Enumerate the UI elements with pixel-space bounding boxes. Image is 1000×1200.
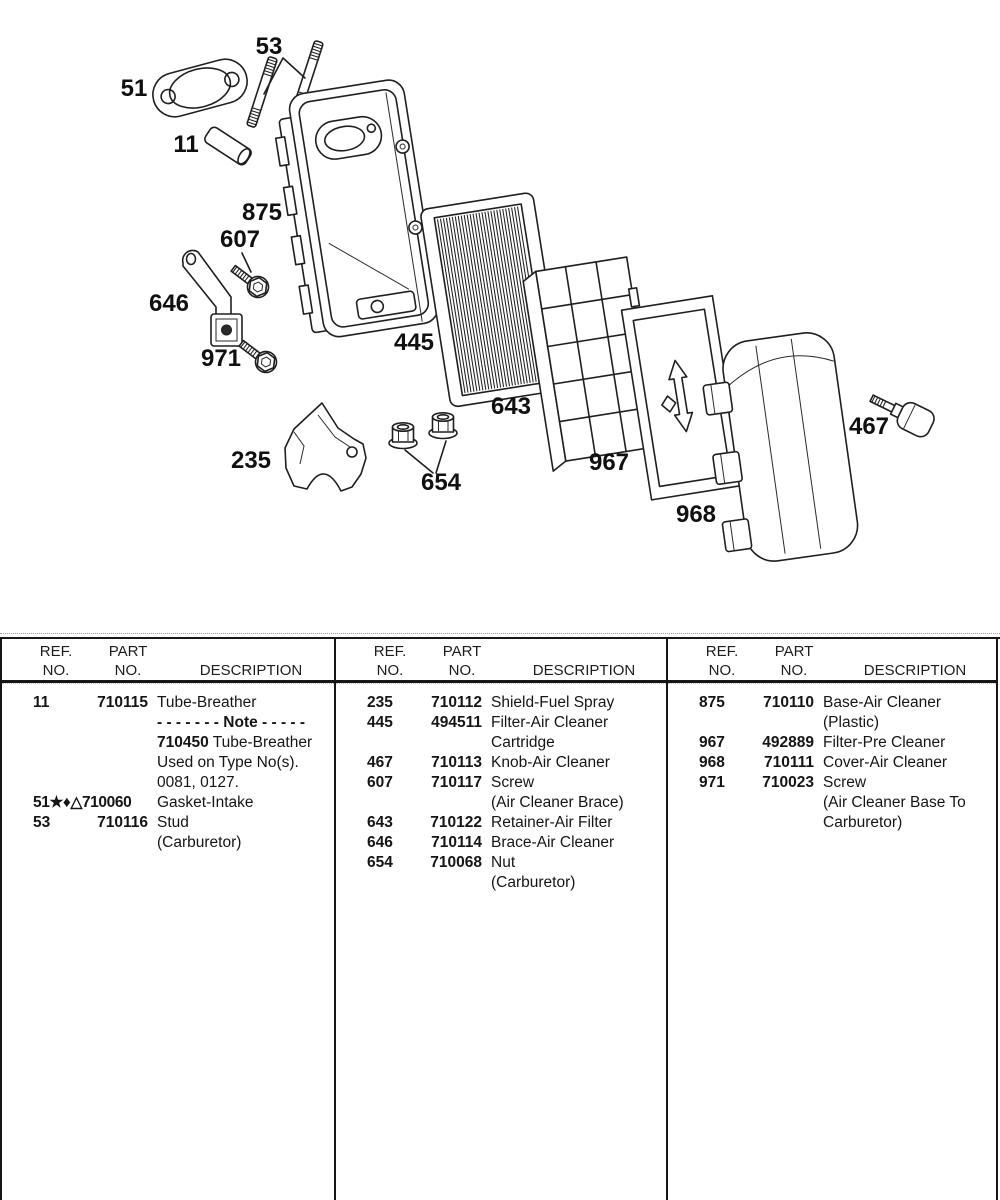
part-label-967: 967 <box>588 449 630 476</box>
header-description: DESCRIPTION <box>532 662 636 679</box>
table-row <box>336 773 666 793</box>
description-cell: Stud <box>157 814 189 831</box>
part-label-646: 646 <box>148 290 190 317</box>
table-row <box>2 833 334 853</box>
description-cell: Base-Air Cleaner <box>823 694 942 711</box>
ref-cell <box>2 733 66 753</box>
description-cell: (Plastic) <box>823 714 879 731</box>
table-row <box>2 693 334 713</box>
table-row <box>336 813 666 833</box>
part-cell: 710110 <box>763 694 814 711</box>
header-part-no: PART NO. <box>442 643 482 679</box>
table-header <box>2 639 334 683</box>
ref-cell: 968 <box>699 754 725 771</box>
table-header <box>668 639 996 683</box>
table-row <box>336 793 666 813</box>
ref-cell: 967 <box>699 734 725 751</box>
ref-cell <box>336 733 400 753</box>
table-column-3 <box>668 639 998 1200</box>
ref-cell <box>2 753 66 773</box>
description-cell: Carburetor) <box>823 814 903 831</box>
description-cell: - - - - - - - Note - - - - - <box>157 714 306 731</box>
table-body <box>2 683 334 853</box>
ref-cell: 235 <box>367 694 393 711</box>
ref-cell: 654 <box>367 854 393 871</box>
part-cell: 492889 <box>762 734 814 751</box>
nut-carburetor-drawing <box>389 413 457 473</box>
table-row <box>668 693 996 713</box>
description-cell: Brace-Air Cleaner <box>491 834 615 851</box>
header-part-no: PART NO. <box>774 643 814 679</box>
ref-cell <box>668 793 732 813</box>
part-cell: 710116 <box>97 814 148 831</box>
table-column-1 <box>2 639 336 1200</box>
description-cell: Gasket-Intake <box>157 794 254 811</box>
description-cell: Screw <box>491 774 535 791</box>
description-cell: Filter-Air Cleaner <box>491 714 609 731</box>
part-label-445: 445 <box>393 329 435 356</box>
description-cell: 0081, 0127. <box>157 774 239 791</box>
part-cell <box>66 753 148 773</box>
ref-cell <box>668 713 732 733</box>
description-cell: Shield-Fuel Spray <box>491 694 615 711</box>
part-label-654: 654 <box>420 469 462 496</box>
part-label-643: 643 <box>490 393 532 420</box>
screw-air-cleaner-brace-drawing <box>227 253 273 302</box>
table-header <box>336 639 666 683</box>
ref-cell <box>2 713 66 733</box>
ref-cell: 607 <box>367 774 393 791</box>
description-cell: Nut <box>491 854 516 871</box>
header-ref-no: REF. NO. <box>39 643 73 679</box>
part-label-875: 875 <box>241 199 283 226</box>
part-cell <box>400 733 482 753</box>
part-cell <box>732 713 814 733</box>
part-label-235: 235 <box>230 447 272 474</box>
ref-cell <box>2 773 66 793</box>
header-ref-no: REF. NO. <box>705 643 739 679</box>
table-row <box>2 733 334 753</box>
tube-breather-drawing <box>203 125 253 166</box>
table-row <box>668 813 996 833</box>
part-label-53: 53 <box>255 33 283 60</box>
table-row <box>668 793 996 813</box>
ref-cell: 53 <box>33 814 51 831</box>
description-cell: (Carburetor) <box>157 834 242 851</box>
base-air-cleaner-drawing <box>269 78 440 342</box>
part-cell <box>66 713 148 733</box>
description-cell: Knob-Air Cleaner <box>491 754 610 771</box>
part-cell: 710115 <box>97 694 148 711</box>
part-cell: 710122 <box>430 814 482 831</box>
part-label-607: 607 <box>219 226 261 253</box>
part-label-51: 51 <box>120 75 148 102</box>
table-row <box>2 713 334 733</box>
ref-cell: 445 <box>367 714 393 731</box>
table-row <box>336 853 666 873</box>
description-cell: Screw <box>823 774 867 791</box>
part-label-968: 968 <box>675 501 717 528</box>
part-cell <box>66 833 148 853</box>
part-label-971: 971 <box>200 345 242 372</box>
part-cell: 710114 <box>431 834 482 851</box>
gasket-intake-drawing <box>148 54 252 121</box>
table-row <box>336 873 666 893</box>
table-row <box>336 753 666 773</box>
table-row <box>668 713 996 733</box>
table-row <box>2 773 334 793</box>
parts-table-grid <box>0 637 1000 1200</box>
table-row <box>336 693 666 713</box>
header-description: DESCRIPTION <box>199 662 303 679</box>
brace-air-cleaner-drawing <box>183 250 242 346</box>
part-cell <box>400 793 482 813</box>
part-cell: 710113 <box>431 754 482 771</box>
part-cell <box>732 793 814 813</box>
ref-cell: 467 <box>367 754 393 771</box>
table-row <box>2 753 334 773</box>
ref-cell <box>2 833 66 853</box>
part-cell: 710111 <box>763 754 814 771</box>
table-body <box>336 683 666 893</box>
ref-cell: 11 <box>33 694 50 711</box>
ref-cell <box>336 873 400 893</box>
table-body <box>668 683 996 833</box>
table-row <box>668 753 996 773</box>
ref-cell <box>668 813 732 833</box>
ref-cell: 643 <box>367 814 393 831</box>
table-row <box>2 813 334 833</box>
part-label-467: 467 <box>848 413 890 440</box>
ref-part-cell: 51★♦△710060 <box>33 794 132 811</box>
description-cell: Tube-Breather <box>157 694 257 711</box>
part-cell: 710112 <box>431 694 482 711</box>
table-column-2 <box>336 639 668 1200</box>
part-cell <box>732 813 814 833</box>
description-cell: 710450 Tube-Breather <box>157 734 313 751</box>
ref-cell: 875 <box>699 694 725 711</box>
shield-fuel-spray-drawing <box>285 403 366 491</box>
part-cell: 494511 <box>431 714 482 731</box>
description-cell: Retainer-Air Filter <box>491 814 613 831</box>
table-row <box>668 733 996 753</box>
part-cell: 710068 <box>430 854 482 871</box>
table-row <box>336 733 666 753</box>
description-cell: Filter-Pre Cleaner <box>823 734 946 751</box>
parts-table <box>0 633 1000 1200</box>
description-cell: Used on Type No(s). <box>157 754 299 771</box>
table-row <box>336 713 666 733</box>
description-cell: (Air Cleaner Base To <box>823 794 966 811</box>
header-description: DESCRIPTION <box>863 662 967 679</box>
header-part-no: PART NO. <box>108 643 148 679</box>
part-cell <box>66 773 148 793</box>
part-cell <box>66 733 148 753</box>
table-row <box>2 793 334 813</box>
table-row <box>336 833 666 853</box>
part-cell: 710023 <box>762 774 814 791</box>
description-cell: Cartridge <box>491 734 555 751</box>
description-cell: Cover-Air Cleaner <box>823 754 948 771</box>
table-row <box>668 773 996 793</box>
description-cell: (Carburetor) <box>491 874 576 891</box>
ref-cell <box>336 793 400 813</box>
part-cell: 710117 <box>431 774 482 791</box>
part-cell <box>400 873 482 893</box>
description-cell: (Air Cleaner Brace) <box>491 794 624 811</box>
header-ref-no: REF. NO. <box>373 643 407 679</box>
ref-cell: 971 <box>699 774 725 791</box>
part-label-11: 11 <box>173 131 199 158</box>
ref-cell: 646 <box>367 834 393 851</box>
